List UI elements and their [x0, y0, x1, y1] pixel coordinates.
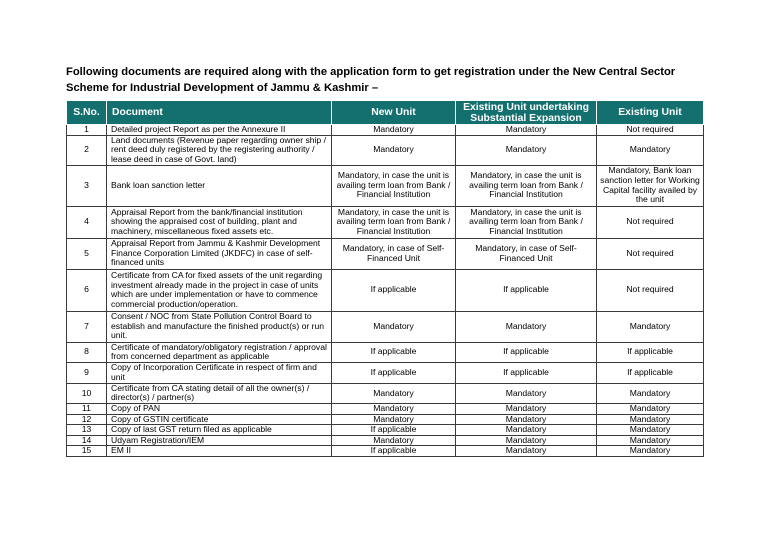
table-row	[67, 165, 704, 206]
expansion-cell: Mandatory	[456, 435, 597, 446]
new-unit-cell: Mandatory, in case the unit is availing term loan from Bank / Financial Institution	[332, 165, 456, 206]
table-row	[67, 414, 704, 425]
document-cell: Land documents (Revenue paper regarding owner ship / rent deed duly registered by the registering authority / lease deed in case of Govt. land)	[107, 135, 332, 165]
row-number: 9	[67, 362, 107, 383]
existing-unit-cell: Not required	[597, 125, 704, 136]
header-sno: S.No.	[67, 101, 107, 125]
row-number: 6	[67, 269, 107, 311]
document-cell: Consent / NOC from State Pollution Control Board to establish and manufacture the finished product(s) or run unit.	[107, 311, 332, 342]
table-row	[67, 269, 704, 311]
document-cell: Certificate from CA stating detail of all the owner(s) / director(s) / partner(s)	[107, 383, 332, 403]
new-unit-cell: Mandatory, in case of Self-Financed Unit	[332, 238, 456, 269]
row-number: 12	[67, 414, 107, 425]
row-number: 4	[67, 206, 107, 238]
expansion-cell: Mandatory	[456, 135, 597, 165]
existing-unit-cell: Mandatory	[597, 383, 704, 403]
table-row	[67, 362, 704, 383]
existing-unit-cell: Not required	[597, 206, 704, 238]
document-cell: Bank loan sanction letter	[107, 165, 332, 206]
row-number: 15	[67, 446, 107, 457]
existing-unit-cell: If applicable	[597, 342, 704, 362]
table-row	[67, 446, 704, 457]
expansion-cell: Mandatory, in case of Self-Financed Unit	[456, 238, 597, 269]
new-unit-cell: If applicable	[332, 446, 456, 457]
expansion-cell: If applicable	[456, 342, 597, 362]
header-existing-unit: Existing Unit	[597, 101, 704, 125]
table-row	[67, 135, 704, 165]
document-cell: EM II	[107, 446, 332, 457]
row-number: 7	[67, 311, 107, 342]
expansion-cell: Mandatory	[456, 125, 597, 136]
new-unit-cell: Mandatory	[332, 435, 456, 446]
document-cell: Copy of last GST return filed as applicable	[107, 425, 332, 436]
existing-unit-cell: If applicable	[597, 362, 704, 383]
row-number: 11	[67, 403, 107, 414]
header-new-unit: New Unit	[332, 101, 456, 125]
row-number: 3	[67, 165, 107, 206]
document-cell: Detailed project Report as per the Annexure II	[107, 125, 332, 136]
page-title: Following documents are required along with the application form to get registration under the New Central Sector Scheme for Industrial Development of Jammu & Kashmir –	[66, 66, 676, 94]
existing-unit-cell: Mandatory	[597, 403, 704, 414]
expansion-cell: Mandatory	[456, 446, 597, 457]
new-unit-cell: Mandatory	[332, 125, 456, 136]
new-unit-cell: Mandatory	[332, 311, 456, 342]
document-cell: Copy of GSTIN certificate	[107, 414, 332, 425]
header-document: Document	[107, 101, 332, 125]
row-number: 8	[67, 342, 107, 362]
expansion-cell: Mandatory	[456, 403, 597, 414]
new-unit-cell: If applicable	[332, 425, 456, 436]
expansion-cell: If applicable	[456, 362, 597, 383]
row-number: 1	[67, 125, 107, 136]
new-unit-cell: If applicable	[332, 269, 456, 311]
table-row	[67, 435, 704, 446]
row-number: 5	[67, 238, 107, 269]
existing-unit-cell: Not required	[597, 269, 704, 311]
expansion-cell: If applicable	[456, 269, 597, 311]
new-unit-cell: Mandatory, in case the unit is availing term loan from Bank / Financial Institution	[332, 206, 456, 238]
existing-unit-cell: Mandatory	[597, 311, 704, 342]
expansion-cell: Mandatory	[456, 425, 597, 436]
document-cell: Certificate from CA for fixed assets of the unit regarding investment already made in the project in case of units which are under implementation or have to commence commercial production/operation.	[107, 269, 332, 311]
header-expansion: Existing Unit undertaking Substantial Expansion	[456, 101, 597, 125]
document-cell: Copy of PAN	[107, 403, 332, 414]
table-row	[67, 383, 704, 403]
expansion-cell: Mandatory	[456, 383, 597, 403]
document-cell: Udyam Registration/IEM	[107, 435, 332, 446]
table-header-row	[67, 101, 704, 125]
existing-unit-cell: Mandatory, Bank loan sanction letter for Working Capital facility availed by the unit	[597, 165, 704, 206]
table-row	[67, 403, 704, 414]
row-number: 13	[67, 425, 107, 436]
document-cell: Appraisal Report from Jammu & Kashmir Development Finance Corporation Limited (JKDFC) in case of self-financed units	[107, 238, 332, 269]
new-unit-cell: Mandatory	[332, 383, 456, 403]
table-row	[67, 206, 704, 238]
row-number: 10	[67, 383, 107, 403]
existing-unit-cell: Mandatory	[597, 135, 704, 165]
row-number: 14	[67, 435, 107, 446]
existing-unit-cell: Mandatory	[597, 425, 704, 436]
table-row	[67, 425, 704, 436]
existing-unit-cell: Not required	[597, 238, 704, 269]
row-number: 2	[67, 135, 107, 165]
table-row	[67, 125, 704, 136]
new-unit-cell: Mandatory	[332, 135, 456, 165]
existing-unit-cell: Mandatory	[597, 435, 704, 446]
document-cell: Appraisal Report from the bank/financial institution showing the appraised cost of building, plant and machinery, miscellaneous fixed assets etc.	[107, 206, 332, 238]
expansion-cell: Mandatory, in case the unit is availing term loan from Bank / Financial Institution	[456, 206, 597, 238]
expansion-cell: Mandatory	[456, 311, 597, 342]
table-row	[67, 342, 704, 362]
document-cell: Copy of Incorporation Certificate in respect of firm and unit	[107, 362, 332, 383]
table-row	[67, 238, 704, 269]
table-body	[67, 125, 704, 457]
expansion-cell: Mandatory	[456, 414, 597, 425]
existing-unit-cell: Mandatory	[597, 446, 704, 457]
table-row	[67, 311, 704, 342]
new-unit-cell: Mandatory	[332, 414, 456, 425]
new-unit-cell: If applicable	[332, 362, 456, 383]
documents-table	[66, 100, 704, 457]
document-cell: Certificate of mandatory/obligatory registration / approval from concerned department as applicable	[107, 342, 332, 362]
new-unit-cell: If applicable	[332, 342, 456, 362]
expansion-cell: Mandatory, in case the unit is availing term loan from Bank / Financial Institution	[456, 165, 597, 206]
new-unit-cell: Mandatory	[332, 403, 456, 414]
existing-unit-cell: Mandatory	[597, 414, 704, 425]
